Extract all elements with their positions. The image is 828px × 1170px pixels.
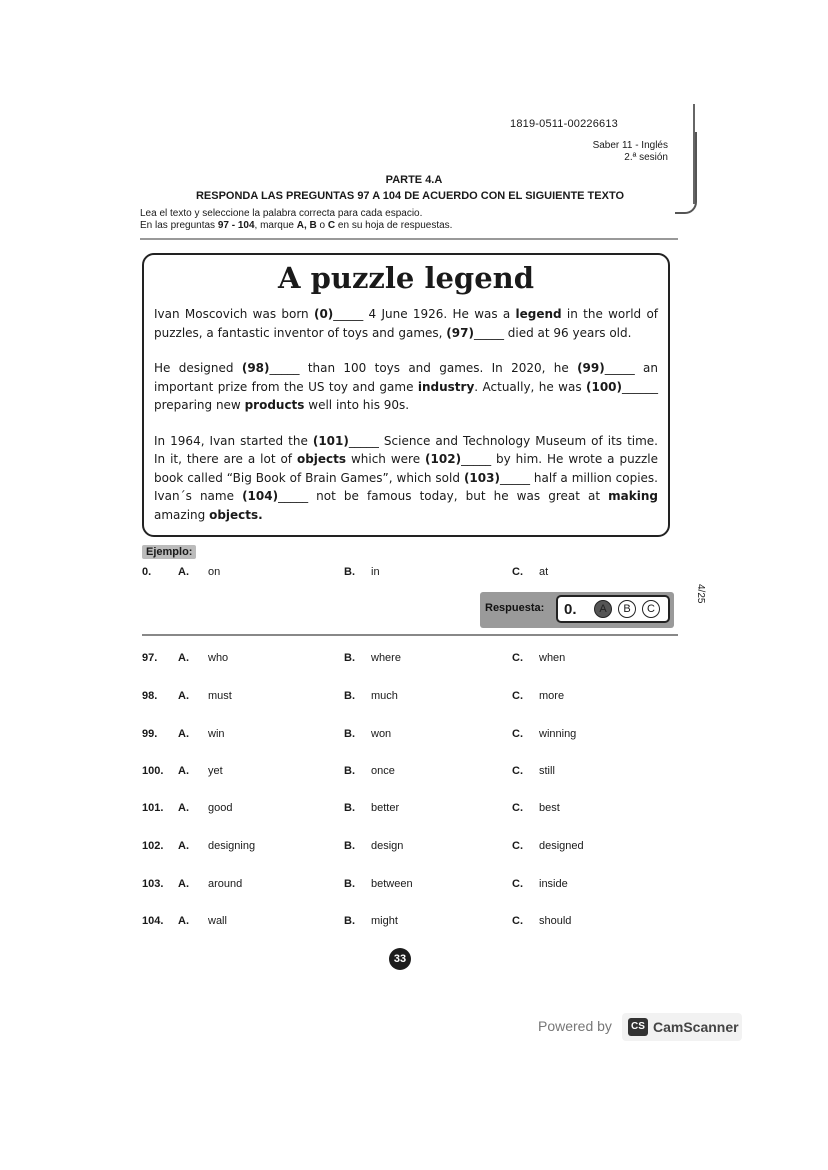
powered-by-text: Powered by	[538, 1018, 612, 1034]
option-a: around	[208, 878, 243, 890]
side-page-label: 4/25	[695, 584, 706, 604]
option-a: must	[208, 690, 232, 702]
instruction-text: en su hoja de respuestas.	[335, 220, 453, 231]
option-c: inside	[539, 878, 568, 890]
passage-paragraph-2	[154, 359, 658, 415]
option-letter-b: B.	[344, 566, 355, 578]
passage-text: _____ half a million copies. Ivan´s name	[154, 470, 658, 503]
option-letter-a: A.	[178, 878, 189, 890]
passage-text: _____ by him. He wrote a puzzle book called “Big Book of Brain Games”, which sold	[154, 452, 659, 485]
passage-box	[142, 253, 670, 537]
option-letter-c: C.	[512, 878, 523, 890]
passage-bold-text: (102)	[425, 452, 462, 466]
passage-bold-text: (101)	[312, 433, 349, 448]
question-row	[0, 840, 828, 856]
instruction-options: A, B	[296, 220, 317, 231]
option-letter-c: C.	[512, 690, 523, 702]
option-a: good	[208, 802, 233, 814]
option-letter-c: C.	[512, 765, 523, 777]
passage-bold-text: (104)	[242, 489, 279, 503]
question-row	[0, 915, 828, 931]
question-row	[0, 802, 828, 818]
option-b: better	[371, 802, 400, 814]
option-b: once	[371, 765, 395, 777]
instruction-option-c: C	[327, 220, 336, 231]
subject-name: Saber 11 - Inglés	[592, 140, 668, 151]
option-letter-b: B.	[344, 690, 355, 702]
option-letter-b: B.	[344, 652, 355, 664]
option-c: when	[539, 652, 566, 664]
passage-text: He designed	[154, 361, 242, 375]
question-row	[0, 652, 828, 668]
passage-bold-text: (97)	[446, 325, 474, 340]
example-label: Ejemplo:	[142, 545, 196, 559]
passage-bold-text: (0)	[313, 307, 334, 321]
passage-text: well into his 90s.	[304, 398, 410, 412]
passage-bold-text: making	[608, 489, 658, 503]
option-b: might	[371, 915, 398, 927]
passage-text: In 1964, Ivan started the	[154, 433, 313, 448]
passage-text: _____ than 100 toys and games. In 2020, he	[269, 361, 578, 375]
option-letter-a: A.	[178, 915, 189, 927]
booklet-code: 1819-0511-00226613	[510, 118, 618, 130]
option-b: design	[371, 840, 404, 852]
example-answer-box	[480, 592, 674, 628]
passage-text: _____ 4 June 1926. He was a	[333, 307, 516, 321]
divider	[142, 634, 678, 636]
option-c: winning	[539, 728, 577, 740]
option-letter-a: A.	[178, 652, 189, 664]
option-letter-a: A.	[178, 728, 189, 740]
option-c: best	[539, 802, 560, 814]
option-letter-c: C.	[512, 566, 523, 578]
passage-text: Ivan Moscovich was born	[154, 307, 314, 321]
option-letter-b: B.	[344, 878, 355, 890]
option-c: still	[539, 765, 555, 777]
question-number: 100.	[142, 765, 164, 777]
passage-bold-text: (98)	[241, 361, 270, 375]
question-number: 102.	[142, 840, 164, 852]
example-row	[0, 566, 828, 582]
option-letter-b: B.	[344, 728, 355, 740]
question-row	[0, 765, 828, 781]
question-row	[0, 728, 828, 744]
option-c: at	[539, 566, 549, 578]
option-letter-a: A.	[178, 840, 189, 852]
option-letter-b: B.	[344, 915, 355, 927]
option-a: wall	[208, 915, 227, 927]
option-a: on	[208, 566, 221, 578]
option-c: designed	[539, 840, 584, 852]
session-label: 2.ª sesión	[624, 152, 668, 163]
passage-bold-text: objects.	[209, 507, 263, 522]
passage-text: . Actually, he was	[474, 379, 586, 394]
option-letter-c: C.	[512, 802, 523, 814]
passage-paragraph-1	[154, 305, 658, 342]
subject-info	[593, 140, 668, 164]
passage-text: amazing	[154, 507, 210, 522]
question-number: 0.	[142, 566, 152, 578]
option-letter-a: A.	[178, 566, 189, 578]
option-letter-a: A.	[178, 765, 189, 777]
option-letter-c: C.	[512, 840, 523, 852]
bubble-a: A	[594, 600, 612, 618]
passage-text: _____ Science and Technology Museum of its time. In it, there are a lot of	[154, 433, 659, 466]
option-letter-b: B.	[344, 840, 355, 852]
instruction-range: 97 - 104	[217, 220, 255, 231]
option-c: more	[539, 690, 565, 702]
option-a: win	[208, 728, 225, 740]
question-number: 101.	[142, 802, 164, 814]
instruction-title: RESPONDA LAS PREGUNTAS 97 A 104 DE ACUERDO CON EL SIGUIENTE TEXTO	[195, 190, 625, 202]
bubble-b: B	[618, 600, 636, 618]
passage-text: ______ preparing new	[154, 379, 659, 412]
passage-bold-text: (99)	[577, 361, 605, 375]
option-a: who	[208, 652, 229, 664]
answer-bubbles	[556, 595, 670, 623]
camscanner-brand: CamScanner	[653, 1019, 739, 1035]
passage-bold-text: legend	[515, 307, 562, 321]
instructions	[140, 208, 452, 232]
option-letter-c: C.	[512, 915, 523, 927]
answer-number: 0.	[564, 601, 577, 618]
question-number: 104.	[142, 915, 164, 927]
instruction-line-1: Lea el texto y seleccione la palabra correcta para cada espacio.	[140, 208, 423, 219]
question-number: 99.	[142, 728, 158, 740]
page-number: 33	[389, 948, 411, 970]
passage-text: _____ died at 96 years old.	[473, 325, 632, 340]
option-b: won	[371, 728, 392, 740]
paper-clip-wire	[693, 104, 695, 204]
option-b: much	[371, 690, 398, 702]
option-b: in	[371, 566, 380, 578]
instruction-text: o	[316, 220, 328, 231]
bubble-c: C	[642, 600, 660, 618]
question-row	[0, 690, 828, 706]
option-b: between	[371, 878, 413, 890]
part-title: PARTE 4.A	[385, 174, 443, 186]
passage-paragraph-3	[154, 432, 658, 525]
question-number: 97.	[142, 652, 158, 664]
answer-label: Respuesta:	[485, 602, 545, 614]
instruction-text: En las preguntas	[140, 220, 218, 231]
option-letter-a: A.	[178, 802, 189, 814]
camscanner-icon: CS	[628, 1018, 648, 1036]
option-letter-b: B.	[344, 802, 355, 814]
camscanner-badge	[622, 1013, 742, 1041]
option-letter-a: A.	[178, 690, 189, 702]
option-b: where	[371, 652, 401, 664]
question-number: 103.	[142, 878, 164, 890]
passage-text: which were	[346, 452, 426, 466]
passage-text: _____ an important prize from the US toy and game	[154, 361, 659, 394]
passage-text: in the world of puzzles, a fantastic inventor of toys and games,	[154, 307, 659, 340]
passage-bold-text: objects	[296, 452, 347, 466]
divider	[140, 238, 678, 240]
option-letter-b: B.	[344, 765, 355, 777]
option-c: should	[539, 915, 572, 927]
passage-title: A puzzle legend	[277, 261, 534, 295]
passage-text: _____ not be famous today, but he was great at	[278, 489, 609, 503]
instruction-text: , marque	[254, 220, 297, 231]
question-number: 98.	[142, 690, 158, 702]
question-row	[0, 878, 828, 894]
option-a: designing	[208, 840, 256, 852]
instruction-line-2	[140, 220, 452, 232]
option-letter-c: C.	[512, 652, 523, 664]
option-letter-c: C.	[512, 728, 523, 740]
passage-bold-text: (103)	[463, 470, 500, 485]
passage-bold-text: industry	[417, 379, 475, 394]
passage-bold-text: products	[244, 398, 305, 412]
passage-bold-text: (100)	[585, 379, 623, 394]
option-a: yet	[208, 765, 223, 777]
